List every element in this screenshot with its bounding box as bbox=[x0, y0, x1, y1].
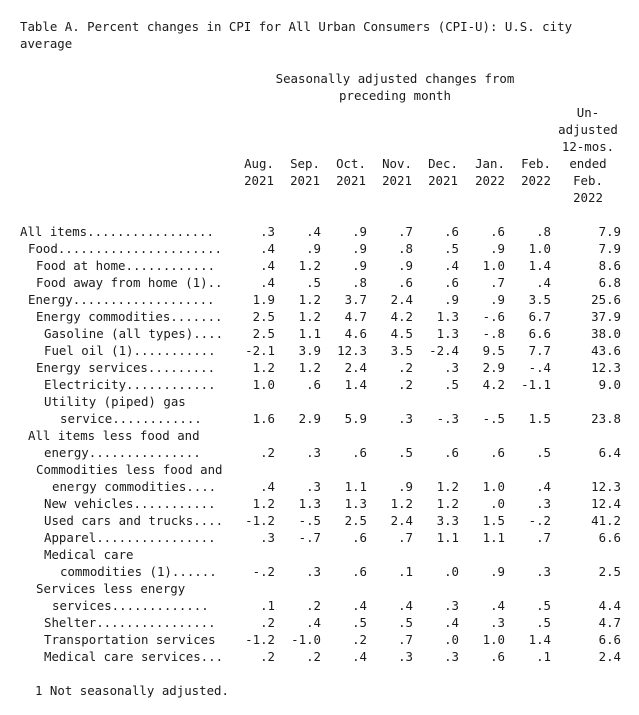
table-row bbox=[0, 359, 639, 376]
value-cell: .5 bbox=[536, 598, 551, 613]
column-header-year: 2021 bbox=[428, 173, 458, 188]
value-cell: 1.1 bbox=[344, 479, 367, 494]
table-row bbox=[0, 563, 639, 580]
value-cell: .7 bbox=[536, 530, 551, 545]
table-row bbox=[0, 597, 639, 614]
value-cell: .5 bbox=[536, 445, 551, 460]
value-cell: .3 bbox=[306, 564, 321, 579]
column-header-month: Aug. bbox=[244, 156, 274, 171]
unadjusted-column-header bbox=[556, 104, 620, 206]
value-cell: .5 bbox=[352, 615, 367, 630]
value-cell: 6.7 bbox=[528, 309, 551, 324]
table-row bbox=[0, 274, 639, 291]
unadjusted-header-line: adjusted bbox=[558, 122, 618, 137]
value-cell: -.2 bbox=[252, 564, 275, 579]
value-cell: .3 bbox=[260, 224, 275, 239]
row-label: New vehicles........... bbox=[44, 496, 216, 511]
value-cell: .8 bbox=[536, 224, 551, 239]
value-cell: .9 bbox=[398, 258, 413, 273]
value-cell: .6 bbox=[444, 445, 459, 460]
value-cell: .6 bbox=[352, 445, 367, 460]
value-cell: .4 bbox=[398, 598, 413, 613]
value-cell: -.8 bbox=[482, 326, 505, 341]
value-cell: .9 bbox=[490, 241, 505, 256]
seasonally-adjusted-header-line2: preceding month bbox=[339, 88, 451, 103]
table-row bbox=[0, 648, 639, 665]
row-label: Fuel oil (1)........... bbox=[44, 343, 216, 358]
row-label: All items less food and bbox=[28, 428, 200, 443]
table-row bbox=[0, 410, 639, 427]
value-cell: -.5 bbox=[298, 513, 321, 528]
value-cell: 2.4 bbox=[390, 292, 413, 307]
value-cell: 1.2 bbox=[298, 258, 321, 273]
value-cell: .1 bbox=[536, 649, 551, 664]
value-cell: .4 bbox=[352, 598, 367, 613]
value-cell: -.2 bbox=[528, 513, 551, 528]
value-cell: 1.2 bbox=[436, 496, 459, 511]
unadjusted-value-cell: 7.9 bbox=[598, 224, 621, 239]
table-row bbox=[0, 614, 639, 631]
unadjusted-value-cell: 9.0 bbox=[598, 377, 621, 392]
value-cell: .6 bbox=[306, 377, 321, 392]
value-cell: 1.2 bbox=[252, 360, 275, 375]
column-header-year: 2022 bbox=[521, 173, 551, 188]
value-cell: -1.2 bbox=[245, 632, 275, 647]
value-cell: -1.2 bbox=[245, 513, 275, 528]
value-cell: 1.1 bbox=[482, 530, 505, 545]
unadjusted-header-line: 12-mos. bbox=[561, 139, 615, 154]
value-cell: 6.6 bbox=[528, 326, 551, 341]
table-row bbox=[0, 461, 639, 478]
value-cell: .9 bbox=[306, 241, 321, 256]
table-row bbox=[0, 495, 639, 512]
value-cell: .9 bbox=[352, 224, 367, 239]
unadjusted-value-cell: 43.6 bbox=[591, 343, 621, 358]
value-cell: .6 bbox=[352, 530, 367, 545]
value-cell: .2 bbox=[306, 649, 321, 664]
value-cell: .3 bbox=[536, 496, 551, 511]
value-cell: 1.2 bbox=[298, 292, 321, 307]
value-cell: .4 bbox=[536, 275, 551, 290]
value-cell: 1.5 bbox=[482, 513, 505, 528]
unadjusted-value-cell: 6.6 bbox=[598, 632, 621, 647]
row-label: energy commodities.... bbox=[52, 479, 217, 494]
column-header bbox=[234, 155, 284, 189]
row-label: Electricity............ bbox=[44, 377, 216, 392]
value-cell: 2.5 bbox=[252, 326, 275, 341]
value-cell: 1.6 bbox=[252, 411, 275, 426]
unadjusted-value-cell: 2.4 bbox=[598, 649, 621, 664]
unadjusted-value-cell: 41.2 bbox=[591, 513, 621, 528]
row-label: Transportation services bbox=[44, 632, 216, 647]
value-cell: .4 bbox=[444, 615, 459, 630]
value-cell: 1.2 bbox=[390, 496, 413, 511]
value-cell: 1.4 bbox=[344, 377, 367, 392]
row-label: Food away from home (1).. bbox=[36, 275, 223, 290]
row-label: Food at home............ bbox=[36, 258, 216, 273]
table-title: Table A. Percent changes in CPI for All Urban Consumers (CPI-U): U.S. city average bbox=[20, 19, 580, 51]
column-header-year: 2021 bbox=[336, 173, 366, 188]
value-cell: 1.0 bbox=[482, 479, 505, 494]
value-cell: 2.9 bbox=[482, 360, 505, 375]
footnote: 1 Not seasonally adjusted. bbox=[35, 683, 229, 698]
column-header-year: 2021 bbox=[244, 173, 274, 188]
value-cell: 1.1 bbox=[298, 326, 321, 341]
unadjusted-header-line: Feb. bbox=[573, 173, 603, 188]
value-cell: 1.3 bbox=[344, 496, 367, 511]
value-cell: .2 bbox=[398, 360, 413, 375]
value-cell: -1.1 bbox=[521, 377, 551, 392]
value-cell: 1.2 bbox=[436, 479, 459, 494]
unadjusted-header-line: 2022 bbox=[573, 190, 603, 205]
value-cell: -2.1 bbox=[245, 343, 275, 358]
unadjusted-value-cell: 12.3 bbox=[591, 479, 621, 494]
column-header-month: Jan. bbox=[475, 156, 505, 171]
column-header-month: Oct. bbox=[336, 156, 366, 171]
value-cell: 2.9 bbox=[298, 411, 321, 426]
value-cell: .5 bbox=[398, 615, 413, 630]
value-cell: .4 bbox=[490, 598, 505, 613]
value-cell: .3 bbox=[444, 649, 459, 664]
value-cell: 1.0 bbox=[528, 241, 551, 256]
value-cell: .4 bbox=[444, 258, 459, 273]
value-cell: .7 bbox=[398, 224, 413, 239]
value-cell: -.7 bbox=[298, 530, 321, 545]
row-label: Apparel................ bbox=[44, 530, 216, 545]
unadjusted-value-cell: 12.4 bbox=[591, 496, 621, 511]
row-label: Utility (piped) gas bbox=[44, 394, 186, 409]
value-cell: .0 bbox=[444, 564, 459, 579]
row-label: Energy................... bbox=[28, 292, 215, 307]
value-cell: .8 bbox=[352, 275, 367, 290]
unadjusted-value-cell: 4.4 bbox=[598, 598, 621, 613]
unadjusted-value-cell: 6.4 bbox=[598, 445, 621, 460]
table-row bbox=[0, 529, 639, 546]
column-header bbox=[280, 155, 330, 189]
unadjusted-value-cell: 2.5 bbox=[598, 564, 621, 579]
value-cell: 1.0 bbox=[482, 258, 505, 273]
value-cell: .3 bbox=[444, 598, 459, 613]
column-header bbox=[418, 155, 468, 189]
value-cell: .6 bbox=[444, 224, 459, 239]
value-cell: .1 bbox=[398, 564, 413, 579]
column-header-month: Nov. bbox=[382, 156, 412, 171]
value-cell: 4.7 bbox=[344, 309, 367, 324]
value-cell: .6 bbox=[444, 275, 459, 290]
unadjusted-header-line: Un- bbox=[576, 105, 600, 120]
value-cell: .6 bbox=[490, 445, 505, 460]
row-label: Medical care bbox=[44, 547, 134, 562]
value-cell: -1.0 bbox=[291, 632, 321, 647]
value-cell: 1.2 bbox=[298, 360, 321, 375]
table-row bbox=[0, 427, 639, 444]
value-cell: .4 bbox=[536, 479, 551, 494]
value-cell: 1.4 bbox=[528, 258, 551, 273]
value-cell: 4.6 bbox=[344, 326, 367, 341]
value-cell: 4.5 bbox=[390, 326, 413, 341]
value-cell: .5 bbox=[536, 615, 551, 630]
table-row bbox=[0, 444, 639, 461]
column-header-year: 2022 bbox=[475, 173, 505, 188]
column-header bbox=[372, 155, 422, 189]
value-cell: .2 bbox=[306, 598, 321, 613]
table-row bbox=[0, 393, 639, 410]
row-label: Used cars and trucks.... bbox=[44, 513, 224, 528]
unadjusted-value-cell: 8.6 bbox=[598, 258, 621, 273]
value-cell: .4 bbox=[260, 258, 275, 273]
value-cell: .3 bbox=[306, 479, 321, 494]
value-cell: 1.3 bbox=[298, 496, 321, 511]
row-label: commodities (1)...... bbox=[60, 564, 217, 579]
value-cell: 9.5 bbox=[482, 343, 505, 358]
value-cell: .8 bbox=[398, 241, 413, 256]
table-row bbox=[0, 478, 639, 495]
table-row bbox=[0, 342, 639, 359]
value-cell: 7.7 bbox=[528, 343, 551, 358]
value-cell: .6 bbox=[398, 275, 413, 290]
unadjusted-value-cell: 6.6 bbox=[598, 530, 621, 545]
column-header-month: Sep. bbox=[290, 156, 320, 171]
unadjusted-value-cell: 38.0 bbox=[591, 326, 621, 341]
value-cell: 1.9 bbox=[252, 292, 275, 307]
unadjusted-value-cell: 37.9 bbox=[591, 309, 621, 324]
value-cell: 3.7 bbox=[344, 292, 367, 307]
row-label: All items................. bbox=[20, 224, 214, 239]
unadjusted-value-cell: 25.6 bbox=[591, 292, 621, 307]
value-cell: .2 bbox=[398, 377, 413, 392]
unadjusted-header-line: ended bbox=[569, 156, 607, 171]
value-cell: .6 bbox=[490, 224, 505, 239]
row-label: Medical care services... bbox=[44, 649, 224, 664]
table-row bbox=[0, 308, 639, 325]
table-row bbox=[0, 512, 639, 529]
row-label: Shelter................ bbox=[44, 615, 216, 630]
value-cell: 1.2 bbox=[298, 309, 321, 324]
value-cell: .9 bbox=[490, 292, 505, 307]
table-row bbox=[0, 325, 639, 342]
value-cell: 4.2 bbox=[390, 309, 413, 324]
value-cell: .5 bbox=[444, 241, 459, 256]
value-cell: .2 bbox=[260, 445, 275, 460]
row-label: Services less energy bbox=[36, 581, 186, 596]
table-row bbox=[0, 240, 639, 257]
value-cell: .0 bbox=[490, 496, 505, 511]
value-cell: .3 bbox=[398, 649, 413, 664]
value-cell: 1.3 bbox=[436, 326, 459, 341]
row-label: Commodities less food and bbox=[36, 462, 223, 477]
value-cell: .5 bbox=[306, 275, 321, 290]
value-cell: .0 bbox=[444, 632, 459, 647]
value-cell: .9 bbox=[490, 564, 505, 579]
value-cell: 1.0 bbox=[252, 377, 275, 392]
row-label: services............. bbox=[52, 598, 209, 613]
value-cell: .2 bbox=[260, 649, 275, 664]
value-cell: .3 bbox=[490, 615, 505, 630]
table-row bbox=[0, 257, 639, 274]
value-cell: 3.3 bbox=[436, 513, 459, 528]
column-header-year: 2021 bbox=[382, 173, 412, 188]
unadjusted-value-cell: 7.9 bbox=[598, 241, 621, 256]
table-row bbox=[0, 376, 639, 393]
value-cell: -.3 bbox=[436, 411, 459, 426]
value-cell: -2.4 bbox=[429, 343, 459, 358]
value-cell: .3 bbox=[536, 564, 551, 579]
row-label: Gasoline (all types).... bbox=[44, 326, 224, 341]
value-cell: .4 bbox=[306, 224, 321, 239]
value-cell: 1.5 bbox=[528, 411, 551, 426]
value-cell: 4.2 bbox=[482, 377, 505, 392]
value-cell: .3 bbox=[398, 411, 413, 426]
value-cell: .5 bbox=[398, 445, 413, 460]
value-cell: .2 bbox=[352, 632, 367, 647]
value-cell: 1.1 bbox=[436, 530, 459, 545]
value-cell: 12.3 bbox=[337, 343, 367, 358]
table-row bbox=[0, 631, 639, 648]
value-cell: .5 bbox=[444, 377, 459, 392]
value-cell: .9 bbox=[352, 258, 367, 273]
value-cell: 3.5 bbox=[390, 343, 413, 358]
column-header bbox=[326, 155, 376, 189]
value-cell: .7 bbox=[398, 632, 413, 647]
value-cell: -.5 bbox=[482, 411, 505, 426]
value-cell: 1.4 bbox=[528, 632, 551, 647]
table-row bbox=[0, 291, 639, 308]
value-cell: 3.9 bbox=[298, 343, 321, 358]
unadjusted-value-cell: 6.8 bbox=[598, 275, 621, 290]
value-cell: .4 bbox=[306, 615, 321, 630]
value-cell: .4 bbox=[260, 479, 275, 494]
value-cell: .3 bbox=[444, 360, 459, 375]
row-label: Food...................... bbox=[28, 241, 222, 256]
unadjusted-value-cell: 23.8 bbox=[591, 411, 621, 426]
value-cell: 1.0 bbox=[482, 632, 505, 647]
table-row bbox=[0, 546, 639, 563]
column-header-month: Dec. bbox=[428, 156, 458, 171]
column-header-year: 2021 bbox=[290, 173, 320, 188]
value-cell: .4 bbox=[352, 649, 367, 664]
value-cell: .7 bbox=[398, 530, 413, 545]
seasonally-adjusted-header bbox=[250, 70, 540, 104]
value-cell: 1.3 bbox=[436, 309, 459, 324]
value-cell: -.6 bbox=[482, 309, 505, 324]
column-header bbox=[511, 155, 561, 189]
value-cell: 2.4 bbox=[344, 360, 367, 375]
table-row bbox=[0, 223, 639, 240]
value-cell: .1 bbox=[260, 598, 275, 613]
value-cell: .3 bbox=[306, 445, 321, 460]
value-cell: 5.9 bbox=[344, 411, 367, 426]
table-row bbox=[0, 580, 639, 597]
value-cell: .2 bbox=[260, 615, 275, 630]
row-label: Energy services......... bbox=[36, 360, 216, 375]
value-cell: -.4 bbox=[528, 360, 551, 375]
value-cell: .4 bbox=[260, 241, 275, 256]
row-label: service............ bbox=[60, 411, 202, 426]
value-cell: 2.4 bbox=[390, 513, 413, 528]
row-label: energy............... bbox=[44, 445, 201, 460]
value-cell: .6 bbox=[490, 649, 505, 664]
unadjusted-value-cell: 4.7 bbox=[598, 615, 621, 630]
value-cell: 2.5 bbox=[252, 309, 275, 324]
column-header-month: Feb. bbox=[521, 156, 551, 171]
row-label: Energy commodities....... bbox=[36, 309, 223, 324]
value-cell: .9 bbox=[444, 292, 459, 307]
value-cell: .7 bbox=[490, 275, 505, 290]
value-cell: .9 bbox=[398, 479, 413, 494]
value-cell: .9 bbox=[352, 241, 367, 256]
column-header bbox=[465, 155, 515, 189]
unadjusted-value-cell: 12.3 bbox=[591, 360, 621, 375]
value-cell: 2.5 bbox=[344, 513, 367, 528]
value-cell: .4 bbox=[260, 275, 275, 290]
seasonally-adjusted-header-line1: Seasonally adjusted changes from bbox=[275, 71, 515, 86]
value-cell: 1.2 bbox=[252, 496, 275, 511]
value-cell: 3.5 bbox=[528, 292, 551, 307]
value-cell: .3 bbox=[260, 530, 275, 545]
value-cell: .6 bbox=[352, 564, 367, 579]
